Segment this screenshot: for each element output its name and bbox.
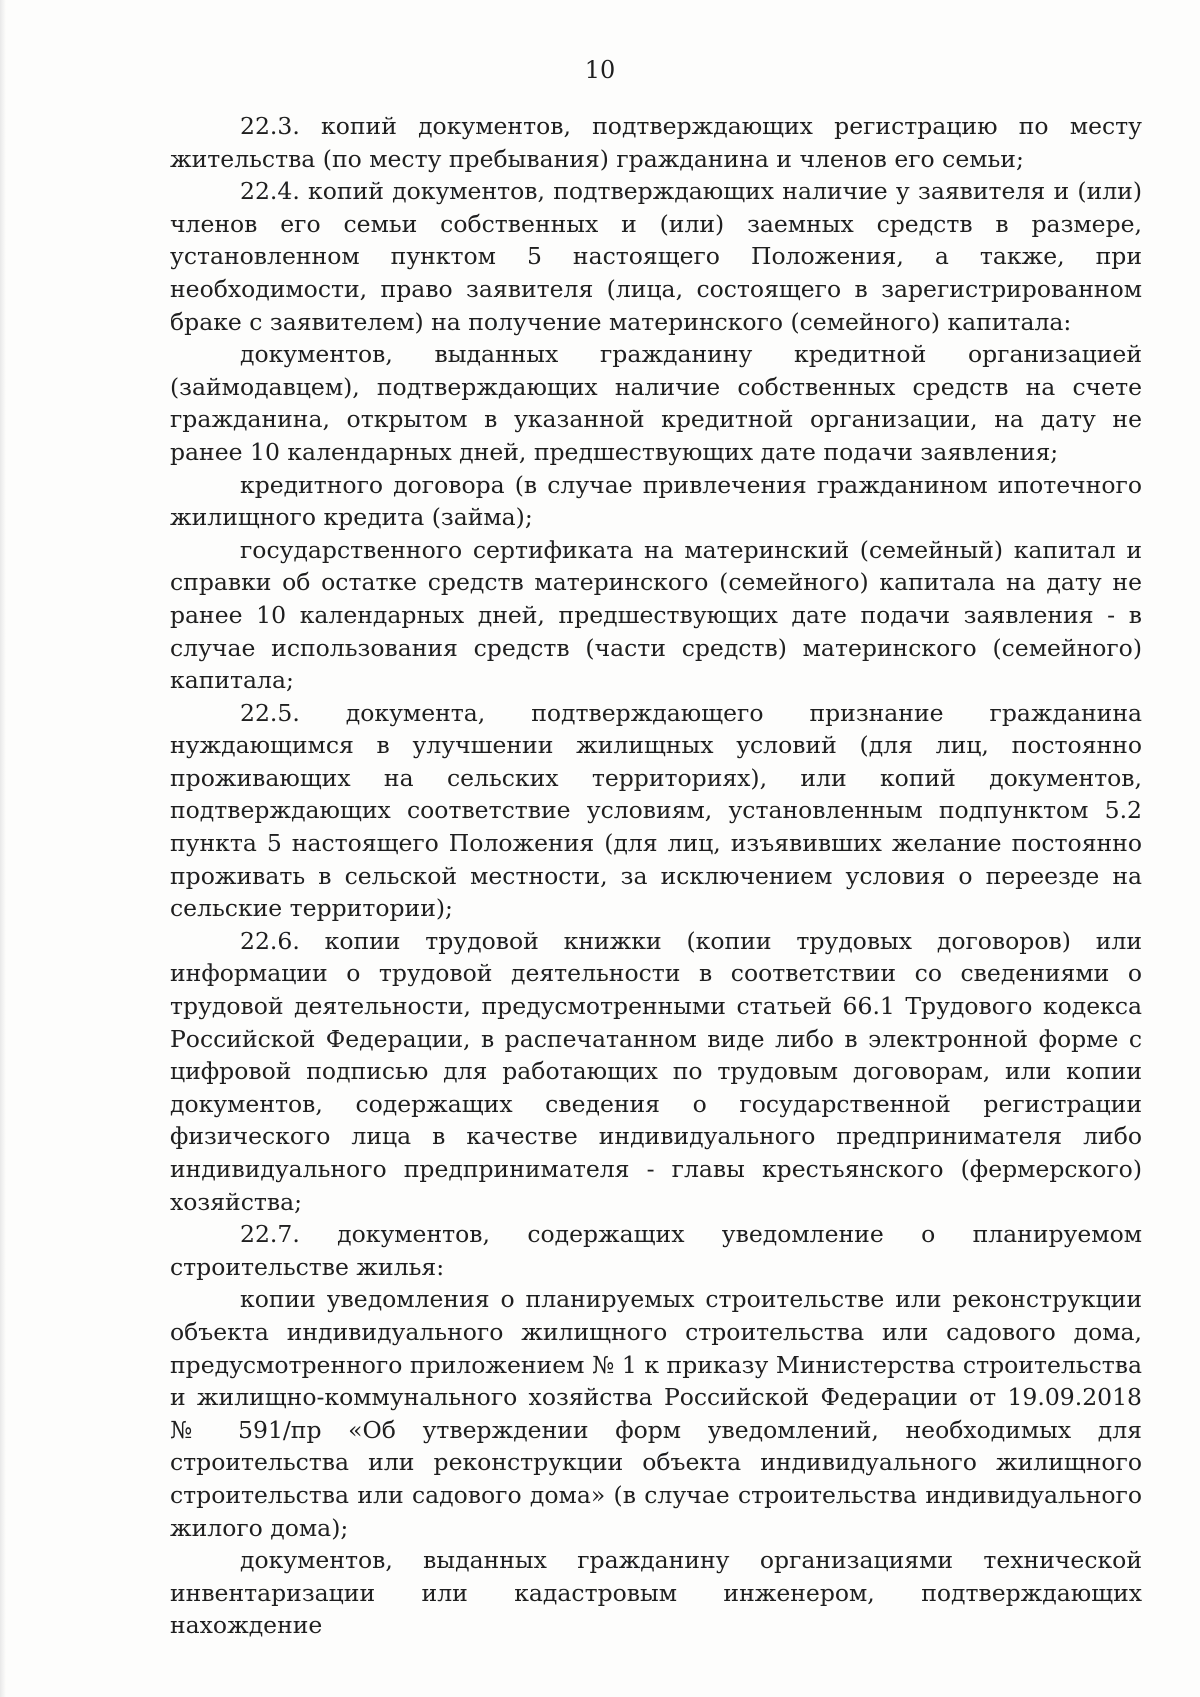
paragraph-22-6: 22.6. копии трудовой книжки (копии трудовых договоров) или информации о трудовой деятельности в соответствии со сведениями о трудовой деятельности, предусмотренными статьей 66.1 Трудового кодекса Российской Федерации, в распечатанном виде либо в электронной форме с цифровой подписью для работающих по трудовым договорам, или копии документов, содержащих сведения о государственной регистрации физического лица в качестве индивидуального предпринимателя либо индивидуального предпринимателя - главы крестьянского (фермерского) хозяйства; [170, 926, 1142, 1216]
paragraph-22-4: 22.4. копий документов, подтверждающих наличие у заявителя и (или) членов его семьи собственных и (или) заемных средств в размере, установленном пунктом 5 настоящего Положения, а также, при необходимости, право заявителя (лица, состоящего в зарегистрированном браке с заявителем) на получение материнского (семейного) капитала: [170, 177, 1142, 336]
paragraph-22-3: 22.3. копий документов, подтверждающих регистрацию по месту жительства (по месту пребывания) гражданина и членов его семьи; [170, 112, 1142, 173]
document-body [170, 110, 1142, 1642]
paragraph-maternity-certificate: государственного сертификата на материнский (семейный) капитал и справки об остатке средств материнского (семейного) капитала на дату не ранее 10 календарных дней, предшествующих дате подачи заявления - в случае использования средств (части средств) материнского (семейного) капитала; [170, 535, 1142, 695]
paragraph-22-7: 22.7. документов, содержащих уведомление о планируемом строительстве жилья: [170, 1220, 1142, 1281]
paragraph-credit-docs: документов, выданных гражданину кредитной организацией (займодавцем), подтверждающих наличие собственных средств на счете гражданина, открытом в указанной кредитной организации, на дату не ранее 10 календарных дней, предшествующих дате подачи заявления; [170, 340, 1142, 466]
page-number: 10 [584, 56, 616, 84]
paragraph-inventory-docs: документов, выданных гражданину организациями технической инвентаризации или кадастровым инженером, подтверждающих нахождение [170, 1546, 1142, 1640]
paragraph-credit-contract: кредитного договора (в случае привлечения гражданином ипотечного жилищного кредита (займа); [170, 470, 1142, 532]
scan-edge-shadow [0, 0, 6, 1697]
paragraph-22-5: 22.5. документа, подтверждающего признание гражданина нуждающимся в улучшении жилищных условий (для лиц, постоянно проживающих на сельских территориях), или копий документов, подтверждающих соответствие условиям, установленным подпунктом 5.2 пункта 5 настоящего Положения (для лиц, изъявивших желание постоянно проживать в сельской местности, за исключением условия о переезде на сельские территории); [170, 698, 1142, 923]
paragraph-construction-notice: копии уведомления о планируемых строительстве или реконструкции объекта индивидуального жилищного строительства или садового дома, предусмотренного приложением № 1 к приказу Министерства строительства и жилищно-коммунального хозяйства Российской Федерации от 19.09.2018 № 591/пр «Об утверждении форм уведомлений, необходимых для строительства или реконструкции объекта индивидуального жилищного строительства или садового дома» (в случае строительства индивидуального жилого дома); [170, 1285, 1142, 1542]
